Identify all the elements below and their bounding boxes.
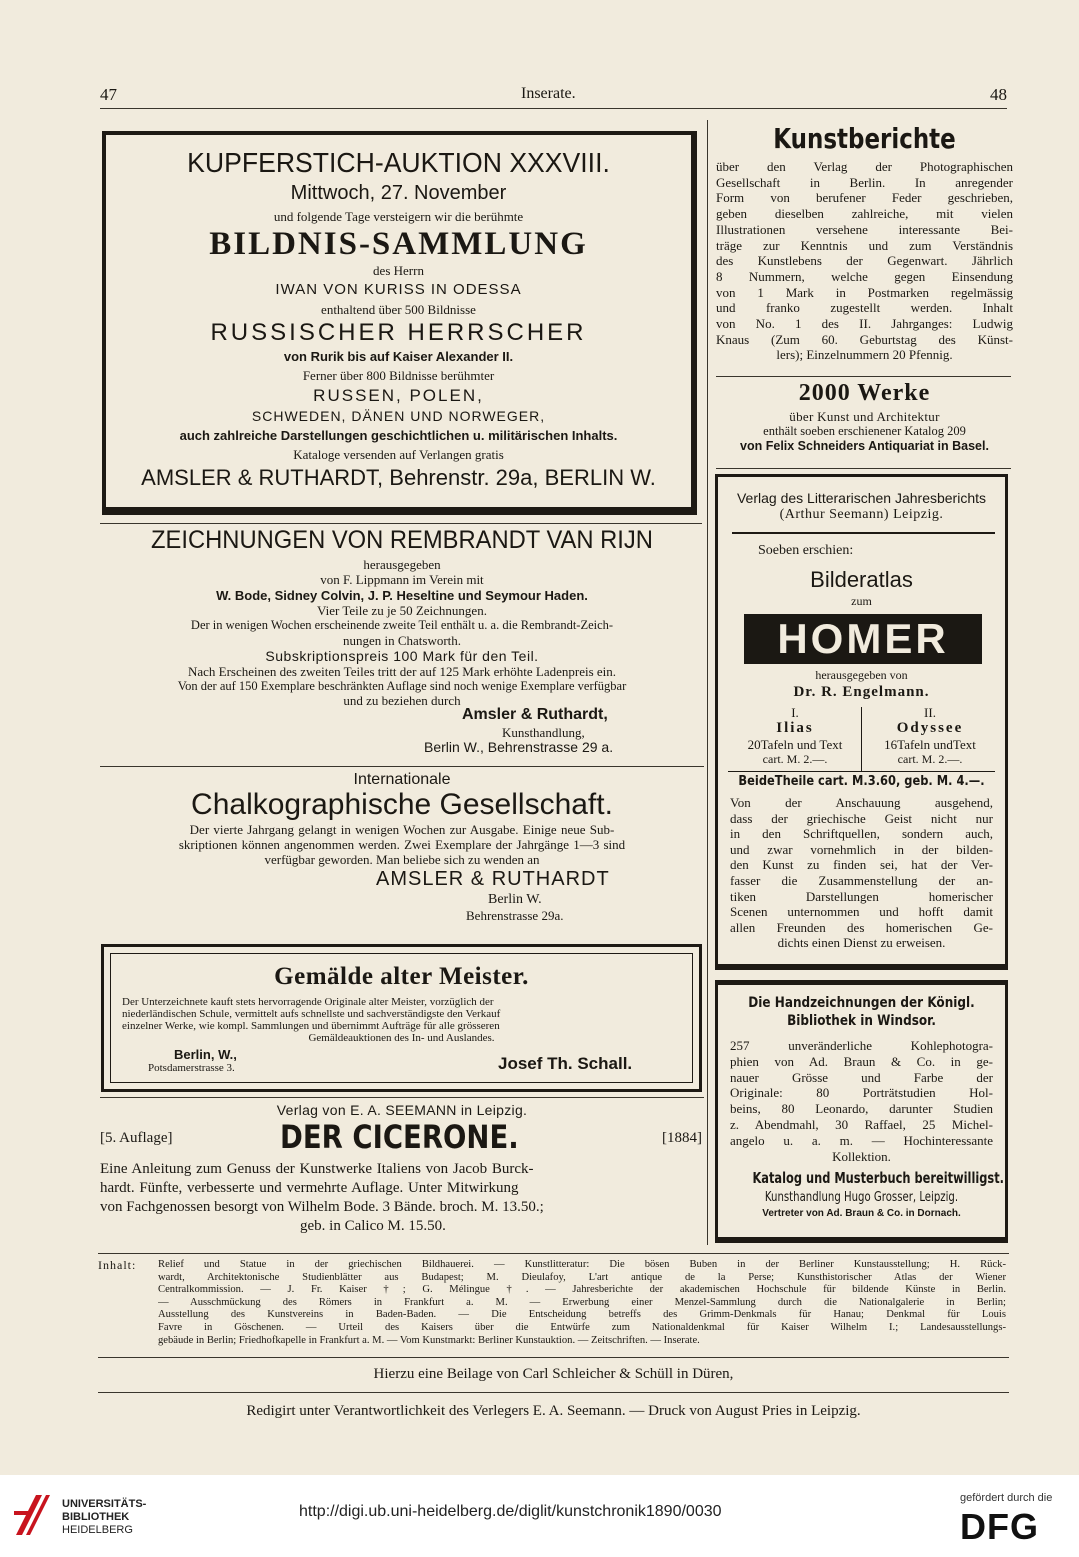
auction-advert: [102, 131, 697, 515]
running-title: Inserate.: [521, 85, 576, 102]
gemaelde-line: niederländischen Schule, vermittelt aufs schnellste und sachverständigste den Verkauf: [122, 1008, 501, 1020]
homer-advert: [715, 474, 1008, 970]
inhalt-line: wardt, Architektonische Studienblätter aus Budapest; M. Dieulafoy, L'art antique de la Perse; Kunsthistorischer Atlas der Wiener: [158, 1271, 1006, 1283]
collection-title: BILDNIS-SAMMLUNG: [209, 226, 588, 262]
rule: [100, 766, 704, 767]
windsor-line: Kollektion.: [832, 1148, 891, 1164]
chalko-line: verfügbar geworden. Man beliebe sich zu wenden an: [264, 852, 540, 867]
column-divider: [707, 120, 708, 1245]
homer-title: Bilderatlas: [810, 567, 913, 592]
peoples-line-1: RUSSEN, POLEN,: [313, 386, 484, 405]
homer-line: den Kunst zu finden sei, hat der Ver-: [730, 857, 993, 873]
gemaelde-city: Berlin, W.,: [174, 1047, 237, 1062]
windsor-line: Originale: 80 Porträtstudien Hol-: [730, 1085, 993, 1101]
windsor-title: Bibliothek in Windsor.: [787, 1013, 936, 1029]
homer-line: allen Freunden des homerischen Ge-: [730, 919, 993, 935]
rembrandt-line: und zu beziehen durch: [343, 693, 461, 708]
cicerone-publisher: Verlag von E. A. SEEMANN in Leipzig.: [276, 1102, 528, 1118]
homer-logo: HOMER: [777, 615, 949, 662]
header-rule: [100, 108, 1007, 109]
homer-col-name: Odyssee: [896, 720, 964, 736]
homer-editor: herausgegeben von: [815, 668, 908, 682]
homer-col-price: cart. M. 2.—.: [897, 752, 963, 766]
windsor-catalog: Katalog und Musterbuch bereitwilligst.: [752, 1169, 1004, 1187]
inhalt-label: Inhalt:: [98, 1258, 137, 1272]
rule: [98, 1357, 1009, 1358]
windsor-agent: Vertreter von Ad. Braun & Co. in Dornach.: [762, 1208, 961, 1219]
werke-line: von Felix Schneiders Antiquariat in Basel.: [740, 438, 989, 453]
auction-further: Ferner über 800 Bildnisse berühmter: [302, 368, 495, 383]
dfg-logo: DFG: [960, 1506, 1039, 1547]
inhalt-line: Ausstellung des Kunstvereins in Baden-Baden. — Die Entscheidung betreffs des Grimm-Denkmals für Hanau; Denkmal für Louis: [158, 1309, 1006, 1321]
kunstberichte-line: und franko zugestellt werden. Inhalt: [716, 300, 1013, 316]
cicerone-title: DER CICERONE.: [280, 1118, 519, 1156]
werke-title: 2000 Werke: [798, 380, 931, 406]
kunstberichte-line: Illustrationen versehene interessante Bei-: [716, 221, 1013, 237]
cicerone-year: [1884]: [662, 1130, 702, 1146]
auction-contains: enthaltend über 500 Bildnisse: [321, 302, 476, 317]
chalko-firm: AMSLER & RUTHARDT: [376, 868, 610, 890]
rembrandt-line: von F. Lippmann im Verein mit: [320, 572, 484, 587]
kunstberichte-line: Knaus (Zum 60. Geburtstag des Künst-: [716, 331, 1013, 347]
rule: [100, 523, 702, 524]
windsor-line: beins, 80 Leonardo, darunter Studien: [730, 1101, 993, 1117]
inhalt-line: Relief und Statue in der griechischen Bildhauerei. — Kunstlitteratur: Die bösen Buben in der Berliner Kunstausstellung; H. Rück-: [158, 1259, 1006, 1270]
kunstberichte-title: Kunstberichte: [773, 122, 956, 155]
homer-publisher: (Arthur Seemann) Leipzig.: [779, 507, 944, 522]
cicerone-line: von Fachgenossen besorgt von Wilhelm Bode. 3 Bände. broch. M. 13.50.;: [100, 1199, 544, 1215]
rulers-range: von Rurik bis auf Kaiser Alexander II.: [283, 349, 514, 364]
windsor-line: phien von Ad. Braun & Co. in ge-: [730, 1053, 993, 1069]
windsor-line: z. Abendmahl, 30 Raffael, 25 Michel-: [730, 1116, 993, 1132]
rule: [100, 1097, 704, 1098]
rule: [716, 376, 1011, 377]
gemaelde-street: Potsdamerstrasse 3.: [148, 1062, 235, 1074]
homer-col-plates: 20Tafeln und Text: [747, 737, 843, 752]
homer-col-name: Ilias: [776, 720, 814, 736]
rembrandt-price: Subskriptionspreis 100 Mark für den Teil.: [265, 647, 539, 664]
homer-logo-plate: [744, 614, 982, 664]
rembrandt-line: Von der auf 150 Exemplare beschränkten Auflage sind noch wenige Exemplare verfügbar: [177, 678, 627, 693]
auction-des: des Herrn: [373, 263, 424, 278]
cicerone-line: geb. in Calico M. 15.50.: [300, 1218, 446, 1234]
rule: [98, 1253, 1009, 1254]
gemaelde-line: Gemäldeauktionen des In- und Auslandes.: [308, 1032, 495, 1044]
windsor-advert: [715, 980, 1008, 1243]
kunstberichte-line: von 1 Mark in Postmarken regelmässig: [716, 284, 1013, 300]
gemaelde-line: Der Unterzeichnete kauft stets hervorragende Originale alter Meister, vorzüglich der: [122, 996, 494, 1008]
homer-odyssee: [862, 706, 998, 765]
rule: [98, 1392, 1009, 1393]
werke-line: enthält soeben erschienener Katalog 209: [763, 424, 966, 438]
collection-owner: IWAN VON KURISS IN ODESSA: [275, 281, 522, 298]
rembrandt-kind: Kunsthandlung,: [502, 725, 585, 740]
rembrandt-line: nungen in Chatsworth.: [342, 632, 462, 648]
windsor-line: 257 unveränderliche Kohlephotogra-: [730, 1038, 993, 1053]
gemaelde-advert: [101, 944, 702, 1092]
homer-publisher: Verlag des Litterarischen Jahresberichts: [736, 490, 987, 506]
chalko-title: Chalkographische Gesellschaft.: [191, 788, 613, 821]
auction-date: Mittwoch, 27. November: [290, 182, 507, 204]
homer-col-num: II.: [924, 705, 936, 720]
homer-line: in den Schriftquellen, sondern auch,: [730, 826, 993, 842]
library-line: HEIDELBERG: [62, 1524, 133, 1536]
auction-depictions: auch zahlreiche Darstellungen geschichtlichen u. militärischen Inhalts.: [179, 428, 618, 443]
inhalt-line: Centralkommission. — J. Fr. Kaiser †; G. Mélingue †. — Jahresberichte der akademischen Hochschule für bildende Künste in Berlin.: [158, 1284, 1006, 1296]
gemaelde-line: einzelner Werke, wie kompl. Sammlungen und übernimmt Aufträge für alle grösseren: [122, 1020, 500, 1032]
chalko-street: Behrenstrasse 29a.: [466, 908, 564, 923]
inhalt-line: Favre in Göschenen. — Urteil des Kaisers über die Entwürfe zum Nationaldenkmal für Kaiser Wilhelm I.; Landesausstellungs-: [158, 1321, 1006, 1333]
page-number-right: 48: [990, 85, 1007, 104]
library-line: BIBLIOTHEK: [62, 1511, 130, 1523]
source-url-link[interactable]: http://digi.ub.uni-heidelberg.de/diglit/kunstchronik1890/0030: [299, 1503, 722, 1520]
gemaelde-name: Josef Th. Schall.: [498, 1054, 633, 1073]
rembrandt-firm: Amsler & Ruthardt,: [462, 706, 608, 723]
chalko-line: Der vierte Jahrgang gelangt in wenigen Wochen zur Ausgabe. Einige neue Sub-: [189, 822, 615, 837]
beilage-note: Hierzu eine Beilage von Carl Schleicher & Schüll in Düren,: [373, 1366, 734, 1382]
peoples-line-2: SCHWEDEN, DÄNEN UND NORWEGER,: [251, 408, 546, 424]
gemaelde-title: Gemälde alter Meister.: [274, 963, 529, 990]
rule: [716, 468, 1011, 469]
chalko-intro: Internationale: [353, 771, 451, 788]
auction-firm: AMSLER & RUTHARDT, Behrenstr. 29a, BERLIN W.: [141, 465, 656, 490]
homer-soeben: Soeben erschien:: [758, 543, 854, 558]
inhalt-line: — Ausschmückung des Römers in Frankfurt a. M. — Erwerbung einer Menzel-Sammlung durch die Nationalgalerie in Berlin;: [158, 1296, 1006, 1308]
homer-zum: zum: [851, 594, 872, 608]
digitization-footer: [0, 1475, 1079, 1557]
homer-line: Von der Anschauung ausgehend,: [730, 795, 993, 810]
homer-line: dichts einen Dienst zu erweisen.: [777, 935, 946, 951]
rembrandt-editors: W. Bode, Sidney Colvin, J. P. Heseltine und Seymour Haden.: [216, 588, 588, 603]
homer-line: Scenen unternommen und hofft damit: [730, 904, 993, 920]
auction-catalogue: Kataloge versenden auf Verlangen gratis: [293, 447, 504, 462]
rulers-heading: RUSSISCHER HERRSCHER: [210, 319, 587, 346]
chalko-advert: [100, 772, 704, 926]
homer-col-plates: 16Tafeln undText: [884, 737, 976, 752]
cicerone-line: Eine Anleitung zum Genuss der Kunstwerke Italiens von Jacob Burck-: [100, 1161, 534, 1177]
homer-col-price: cart. M. 2.—.: [762, 752, 828, 766]
homer-ilias: [728, 706, 862, 765]
funded-by: gefördert durch die: [960, 1492, 1053, 1504]
rembrandt-line: Der in wenigen Wochen erscheinende zweite Teil enthält u. a. die Rembrandt-Zeich-: [190, 618, 614, 632]
rembrandt-advert: [100, 528, 704, 755]
kunstberichte-advert: [716, 122, 1013, 363]
cicerone-line: hardt. Fünfte, verbesserte und vermehrte Auflage. Unter Mitwirkung: [100, 1180, 519, 1196]
windsor-line: nauer Grösse und Farbe der: [730, 1069, 993, 1085]
kunstberichte-line: des Kunstlebens der Gegenwart. Jährlich: [716, 253, 1013, 269]
rembrandt-line: Vier Teile zu je 50 Zeichnungen.: [317, 603, 487, 618]
windsor-title: Die Handzeichnungen der Königl.: [748, 995, 975, 1011]
werke-advert: [716, 381, 1013, 452]
page-number-left: 47: [100, 85, 117, 104]
kunstberichte-line: von No. 1 des II. Jahrganges: Ludwig: [716, 316, 1013, 332]
chalko-line: skriptionen können angenommen werden. Zwei Exemplare der Jahrgänge 1—3 sind: [178, 837, 626, 852]
homer-both-price: BeideTheile cart. M.3.60, geb. M. 4.—.: [738, 774, 985, 789]
kunstberichte-line: träge zur Kenntnis und zum Verständnis: [716, 237, 1013, 253]
library-name: [62, 1499, 146, 1536]
kunstberichte-line: geben dieselben zahlreiche, mit vielen: [716, 206, 1013, 222]
inhalt-line: gebäude in Berlin; Friedhofkapelle in Frankfurt a. M. — Vom Kunstmarkt: Berliner Kunstauktion. — Zeitschriften. — Inserate.: [158, 1334, 700, 1346]
homer-col-num: I.: [791, 705, 799, 720]
cicerone-edition: [5. Auflage]: [100, 1130, 173, 1146]
chalko-city: Berlin W.: [488, 892, 542, 907]
kunstberichte-line: 8 Nummern, welche gegen Einsendung: [716, 268, 1013, 284]
library-logo-icon: [12, 1491, 52, 1539]
kunstberichte-line: über den Verlag der Photographischen: [716, 159, 1013, 174]
windsor-line: angelo u. a. m. — Hochinteressante: [730, 1132, 993, 1148]
imprint: Redigirt unter Verantwortlichkeit des Verlegers E. A. Seemann. — Druck von August Pries in Leipzig.: [246, 1403, 861, 1419]
library-line: UNIVERSITÄTS-: [62, 1498, 147, 1510]
homer-line: und zwar vornehmlich in der bilden-: [730, 841, 993, 857]
kunstberichte-line: Form von berufener Feder geschrieben,: [716, 190, 1013, 206]
cicerone-advert: [100, 1103, 704, 1243]
auction-title: KUPFERSTICH-AUKTION XXXVIII.: [187, 147, 610, 178]
homer-line: tiken Darstellungen homerischer: [730, 888, 993, 904]
kunstberichte-line: Gesellschaft in Berlin. In anregender: [716, 174, 1013, 190]
windsor-dealer: Kunsthandlung Hugo Grosser, Leipzig.: [764, 1190, 959, 1205]
kunstberichte-line: lers); Einzelnummern 20 Pfennig.: [776, 347, 953, 363]
rembrandt-line: Nach Erscheinen des zweiten Teiles tritt der auf 125 Mark erhöhte Ladenpreis ein.: [187, 663, 617, 679]
homer-editor-name: Dr. R. Engelmann.: [793, 684, 930, 700]
auction-intro: und folgende Tage versteigern wir die berühmte: [273, 209, 524, 224]
rembrandt-line: herausgegeben: [363, 557, 441, 572]
rembrandt-title: ZEICHNUNGEN VON REMBRANDT VAN RIJN: [151, 526, 653, 554]
rembrandt-address: Berlin W., Behrenstrasse 29 a.: [424, 739, 614, 755]
homer-line: fasser die Zusammenstellung der an-: [730, 872, 993, 888]
werke-line: über Kunst und Architektur: [789, 409, 940, 424]
homer-line: dass der griechische Geist nicht nur: [730, 810, 993, 826]
